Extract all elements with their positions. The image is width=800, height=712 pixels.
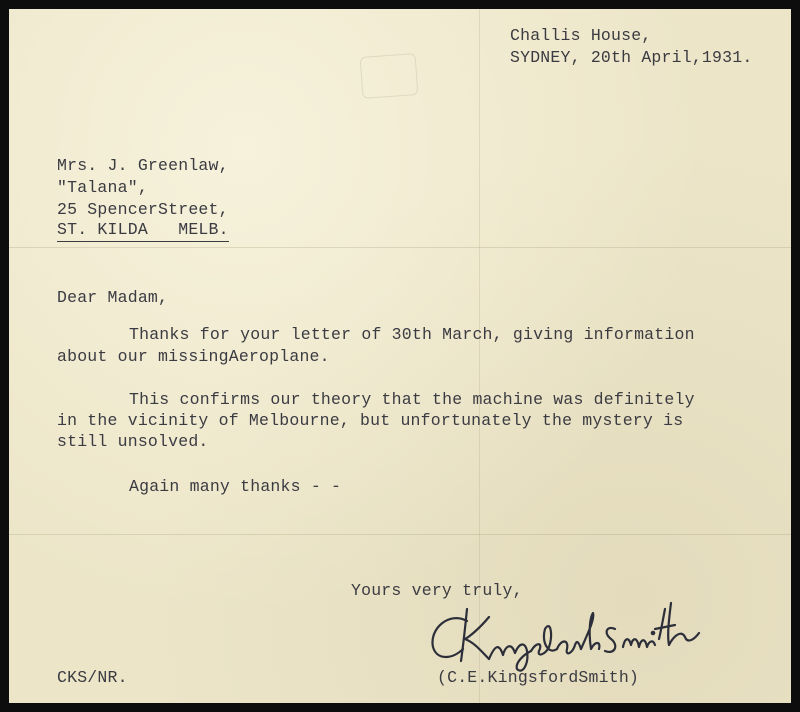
closing: Yours very truly, [351, 581, 523, 600]
recipient-city: ST. KILDA MELB. [57, 220, 229, 242]
sender-house: Challis House, [510, 26, 652, 45]
recipient-street: 25 SpencerStreet, [57, 200, 229, 219]
fold-line [9, 534, 791, 535]
body-paragraph-1-line-2: about our missingAeroplane. [57, 347, 330, 366]
fold-line [9, 247, 791, 248]
recipient-name: Mrs. J. Greenlaw, [57, 156, 229, 175]
body-paragraph-2-line-3: still unsolved. [57, 432, 209, 451]
body-paragraph-2-line-1: This confirms our theory that the machine was definitely [129, 390, 695, 409]
body-paragraph-3: Again many thanks - - [129, 477, 342, 496]
signatory-name: (C.E.KingsfordSmith) [437, 668, 640, 687]
reference-initials: CKS/NR. [57, 668, 128, 687]
letter-page [9, 9, 791, 703]
watermark-emboss [360, 53, 419, 99]
body-paragraph-1-line-1: Thanks for your letter of 30th March, giving information [129, 325, 695, 344]
sender-place-date: SYDNEY, 20th April,1931. [510, 48, 753, 67]
salutation: Dear Madam, [57, 288, 169, 307]
body-paragraph-2-line-2: in the vicinity of Melbourne, but unfortunately the mystery is [57, 411, 684, 430]
recipient-house: "Talana", [57, 178, 148, 197]
